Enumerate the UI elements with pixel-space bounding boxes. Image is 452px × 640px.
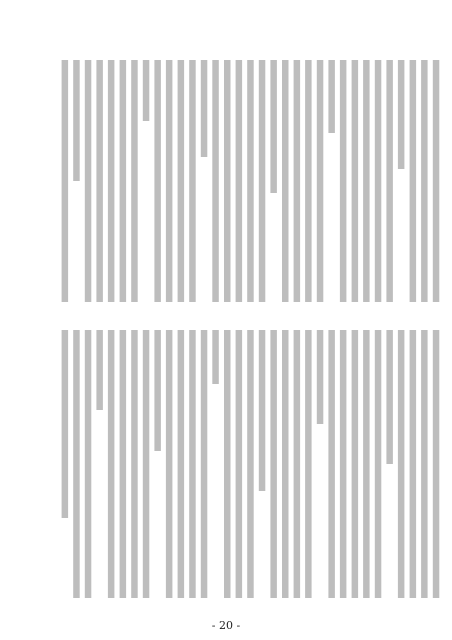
text-column-redacted: [212, 330, 219, 384]
text-column-redacted: [62, 330, 69, 518]
text-column-redacted: [236, 330, 243, 598]
text-column-redacted: [96, 60, 103, 302]
text-column-redacted: [259, 60, 266, 302]
upper-tier-text-block: [62, 60, 440, 302]
text-column-redacted: [294, 330, 301, 598]
text-column-redacted: [73, 60, 80, 181]
text-column-redacted: [189, 330, 196, 598]
text-column-redacted: [282, 330, 289, 598]
text-column-redacted: [224, 330, 231, 598]
text-column-redacted: [120, 330, 127, 598]
lower-tier-text-block: [62, 330, 440, 598]
text-column-redacted: [410, 60, 417, 302]
text-column-redacted: [189, 60, 196, 302]
text-column-redacted: [108, 330, 115, 598]
text-column-redacted: [85, 60, 92, 302]
text-column-redacted: [131, 330, 138, 598]
text-column-redacted: [96, 330, 103, 410]
text-column-redacted: [73, 330, 80, 598]
text-column-redacted: [154, 60, 161, 302]
text-column-redacted: [201, 60, 208, 157]
text-column-redacted: [143, 60, 150, 121]
text-column-redacted: [120, 60, 127, 302]
text-column-redacted: [305, 330, 312, 598]
text-column-redacted: [247, 60, 254, 302]
text-column-redacted: [363, 330, 370, 598]
text-column-redacted: [410, 330, 417, 598]
page-number: - 20 -: [211, 619, 241, 632]
text-column-redacted: [224, 60, 231, 302]
text-column-redacted: [317, 60, 324, 302]
text-column-redacted: [247, 330, 254, 598]
text-column-redacted: [375, 330, 382, 598]
text-column-redacted: [178, 60, 185, 302]
text-column-redacted: [166, 60, 173, 302]
text-column-redacted: [433, 60, 440, 302]
text-column-redacted: [270, 330, 277, 598]
text-column-redacted: [143, 330, 150, 598]
text-column-redacted: [340, 60, 347, 302]
text-column-redacted: [236, 60, 243, 302]
text-column-redacted: [363, 60, 370, 302]
text-column-redacted: [178, 330, 185, 598]
text-column-redacted: [259, 330, 266, 491]
text-column-redacted: [108, 60, 115, 302]
text-column-redacted: [386, 60, 393, 302]
text-column-redacted: [421, 60, 428, 302]
text-column-redacted: [398, 330, 405, 598]
text-column-redacted: [375, 60, 382, 302]
text-column-redacted: [282, 60, 289, 302]
text-column-redacted: [305, 60, 312, 302]
text-column-redacted: [398, 60, 405, 169]
text-column-redacted: [433, 330, 440, 598]
text-column-redacted: [352, 330, 359, 598]
text-column-redacted: [201, 330, 208, 598]
text-column-redacted: [317, 330, 324, 424]
text-column-redacted: [386, 330, 393, 464]
text-column-redacted: [294, 60, 301, 302]
text-column-redacted: [154, 330, 161, 451]
text-column-redacted: [328, 60, 335, 133]
text-column-redacted: [62, 60, 69, 302]
text-column-redacted: [328, 330, 335, 598]
text-column-redacted: [352, 60, 359, 302]
text-column-redacted: [340, 330, 347, 598]
text-column-redacted: [131, 60, 138, 302]
text-column-redacted: [166, 330, 173, 598]
text-column-redacted: [212, 60, 219, 302]
text-column-redacted: [85, 330, 92, 598]
text-column-redacted: [270, 60, 277, 193]
text-column-redacted: [421, 330, 428, 598]
